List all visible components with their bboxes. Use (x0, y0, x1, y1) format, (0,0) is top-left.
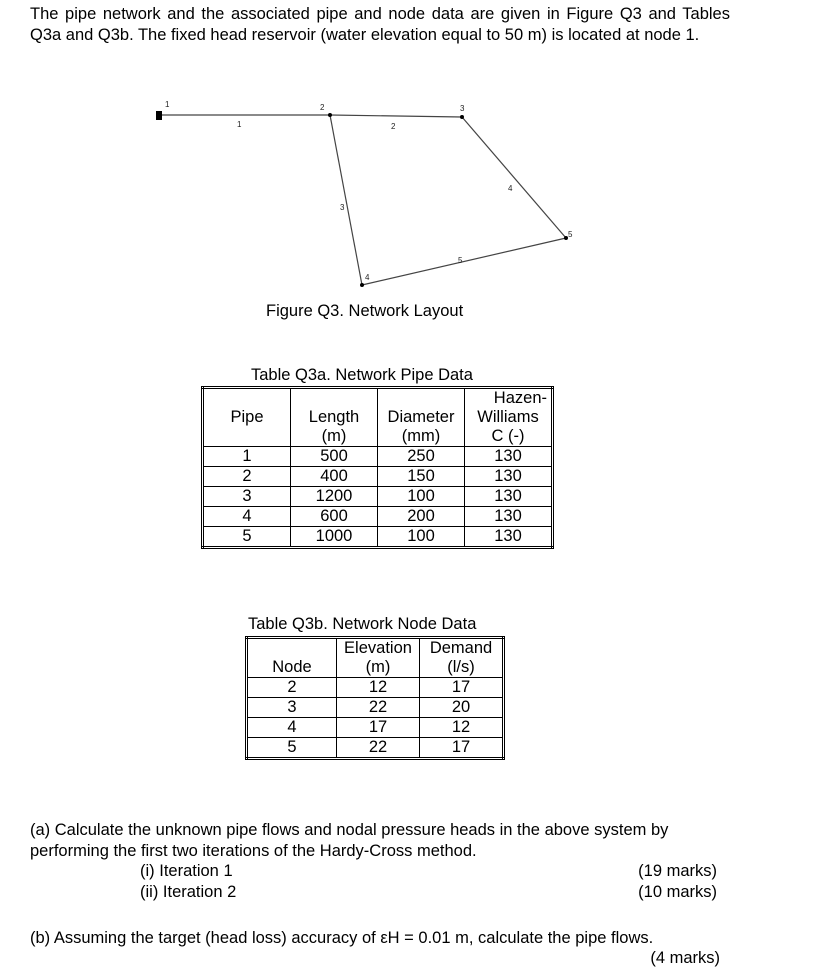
table-header-row (247, 638, 504, 678)
header-elevation-unit: (m) (365, 658, 391, 676)
part-a-item-2-marks: (10 marks) (638, 883, 717, 901)
cell: 4 (247, 718, 337, 738)
header-length (291, 388, 378, 447)
header-diameter (378, 388, 465, 447)
cell: 20 (420, 698, 504, 718)
table-row (203, 527, 553, 548)
cell: 250 (378, 447, 465, 467)
table-header-row (203, 388, 553, 447)
cell: 1200 (291, 487, 378, 507)
part-b-marks: (4 marks) (650, 949, 720, 967)
table-a-caption: Table Q3a. Network Pipe Data (251, 366, 473, 384)
cell: 500 (291, 447, 378, 467)
cell: 12 (420, 718, 504, 738)
pipe-label-2: 2 (391, 122, 396, 131)
cell: 17 (420, 678, 504, 698)
cell: 17 (420, 738, 504, 759)
part-a-item-2-label: (ii) Iteration 2 (140, 883, 237, 901)
cell: 150 (378, 467, 465, 487)
node-label-4: 4 (365, 273, 370, 282)
cell: 200 (378, 507, 465, 527)
cell: 100 (378, 487, 465, 507)
cell: 130 (465, 507, 553, 527)
part-a-item-1-label: (i) Iteration 1 (140, 862, 233, 880)
part-b-text: (b) Assuming the target (head loss) accuracy of εH = 0.01 m, calculate the pipe flows. (30, 929, 654, 947)
cell: 3 (247, 698, 337, 718)
header-hw-unit: C (-) (491, 427, 525, 445)
table-row (247, 698, 504, 718)
node-label-5: 5 (568, 230, 573, 239)
header-diameter-label: Diameter (387, 408, 455, 426)
cell: 22 (337, 698, 420, 718)
header-pipe: Pipe (203, 388, 291, 447)
node-4-dot (360, 283, 364, 287)
cell: 100 (378, 527, 465, 548)
table-row (203, 487, 553, 507)
cell: 2 (247, 678, 337, 698)
cell: 5 (247, 738, 337, 759)
cell: 3 (203, 487, 291, 507)
table-b-caption: Table Q3b. Network Node Data (248, 615, 477, 633)
pipe-label-3: 3 (340, 203, 345, 212)
header-length-unit: (m) (321, 427, 347, 445)
intro-paragraph: The pipe network and the associated pipe and node data are given in Figure Q3 and Tables Q3a and Q3b. The fixed head reservoir (water elevation equal to 50 m) is located at node 1. (30, 5, 730, 44)
table-row (247, 718, 504, 738)
cell: 130 (465, 467, 553, 487)
cell: 4 (203, 507, 291, 527)
pipe-3-line (330, 115, 362, 285)
pipe-4-line (462, 117, 566, 238)
header-demand-label: Demand (429, 639, 493, 657)
cell: 1 (203, 447, 291, 467)
header-length-label: Length (308, 408, 360, 426)
cell: 22 (337, 738, 420, 759)
cell: 130 (465, 447, 553, 467)
header-hazen-williams (465, 388, 553, 447)
pipe-label-1: 1 (237, 120, 242, 129)
table-row (247, 738, 504, 759)
header-elevation-label: Elevation (344, 639, 412, 657)
cell: 2 (203, 467, 291, 487)
cell: 17 (337, 718, 420, 738)
reservoir-icon (156, 111, 162, 120)
node-label-2: 2 (320, 103, 325, 112)
table-row (203, 447, 553, 467)
network-layout-figure (150, 95, 590, 295)
table-row (203, 467, 553, 487)
node-data-table (245, 636, 505, 760)
pipe-2-line (330, 115, 462, 117)
pipe-label-5: 5 (458, 256, 463, 265)
cell: 12 (337, 678, 420, 698)
pipe-data-table (201, 386, 554, 549)
header-node: Node (247, 638, 337, 678)
part-a-text: (a) Calculate the unknown pipe flows and nodal pressure heads in the above system by performing the first two iterations of the Hardy-Cross method. (30, 821, 669, 860)
node-3-dot (460, 115, 464, 119)
header-diameter-unit: (mm) (401, 427, 441, 445)
table-row (247, 678, 504, 698)
cell: 130 (465, 527, 553, 548)
node-label-3: 3 (460, 104, 465, 113)
header-elevation (337, 638, 420, 678)
header-hw-1: Hazen- (493, 389, 547, 407)
node-2-dot (328, 113, 332, 117)
table-row (203, 507, 553, 527)
header-hw-2: Williams (477, 408, 539, 426)
cell: 130 (465, 487, 553, 507)
node-label-1: 1 (165, 100, 170, 109)
pipe-5-line (362, 238, 566, 285)
header-demand-unit: (l/s) (447, 658, 475, 676)
cell: 5 (203, 527, 291, 548)
pipe-label-4: 4 (508, 184, 513, 193)
part-a-item-1-marks: (19 marks) (638, 862, 717, 880)
cell: 600 (291, 507, 378, 527)
figure-caption: Figure Q3. Network Layout (266, 302, 464, 320)
header-demand (420, 638, 504, 678)
cell: 400 (291, 467, 378, 487)
cell: 1000 (291, 527, 378, 548)
